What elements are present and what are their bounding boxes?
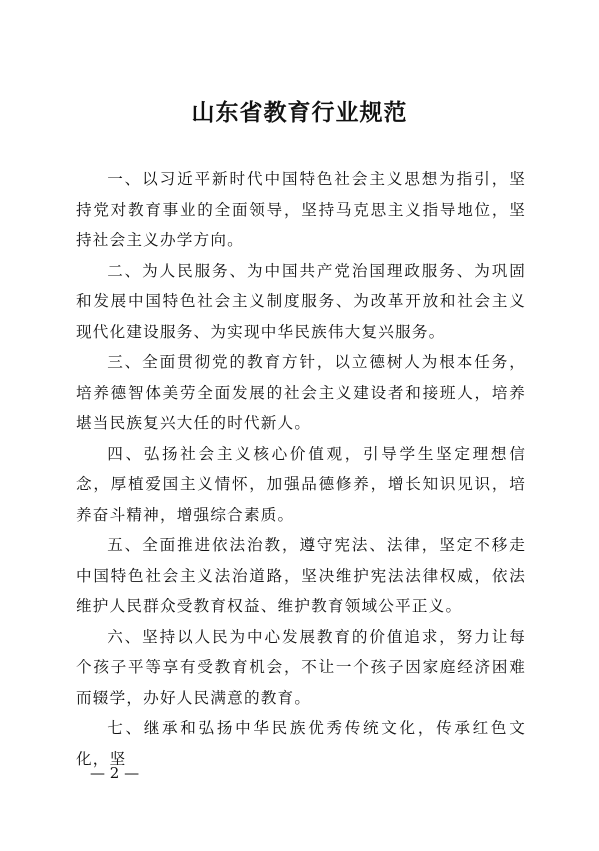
paragraph-7: 七、继承和弘扬中华民族优秀传统文化，传承红色文化，坚 <box>76 719 526 768</box>
paragraph-2: 二、为人民服务、为中国共产党治国理政服务、为巩固和发展中国特色社会主义制度服务、为改革开放和社会主义现代化建设服务、为实现中华民族伟大复兴服务。 <box>76 261 526 341</box>
paragraph-5: 五、全面推进依法治教，遵守宪法、法律，坚定不移走中国特色社会主义法治道路，坚决维护宪法法律权威，依法维护人民群众受教育权益、维护教育领域公平正义。 <box>76 536 526 615</box>
paragraph-4: 四、弘扬社会主义核心价值观，引导学生坚定理想信念，厚植爱国主义情怀，加强品德修养，增长知识见识，培养奋斗精神，增强综合素质。 <box>76 444 526 524</box>
page-number: — 2 — <box>90 764 140 782</box>
document-body <box>76 164 526 774</box>
document-title: 山东省教育行业规范 <box>191 99 408 126</box>
paragraph-3: 三、全面贯彻党的教育方针，以立德树人为根本任务，培养德智体美劳全面发展的社会主义建设者和接班人，培养堪当民族复兴大任的时代新人。 <box>76 353 526 432</box>
paragraph-1: 一、以习近平新时代中国特色社会主义思想为指引，坚持党对教育事业的全面领导，坚持马克思主义指导地位，坚持社会主义办学方向。 <box>76 170 526 249</box>
paragraph-6: 六、坚持以人民为中心发展教育的价值追求，努力让每个孩子平等享有受教育机会，不让一个孩子因家庭经济困难而辍学，办好人民满意的教育。 <box>76 627 526 707</box>
